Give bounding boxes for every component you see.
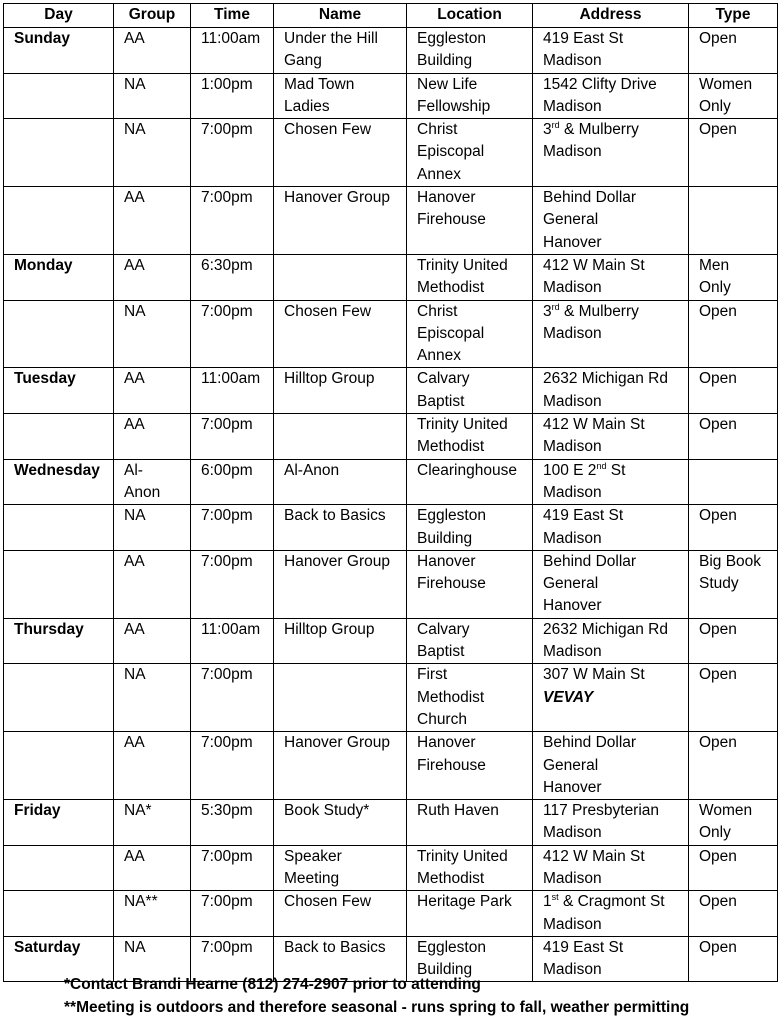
cell-group [114, 845, 191, 891]
cell-group [114, 891, 191, 937]
cell-day [4, 845, 114, 891]
cell-location [407, 845, 533, 891]
cell-type [689, 936, 778, 982]
group-line: NA [124, 75, 146, 93]
location-line: Trinity United [417, 847, 508, 865]
location-line: Heritage Park [417, 893, 512, 911]
cell-group [114, 300, 191, 368]
cell-name [274, 28, 407, 74]
cell-address [533, 550, 689, 618]
cell-time: 7:00pm [191, 550, 274, 618]
table-row [4, 300, 778, 368]
cell-location [407, 664, 533, 732]
cell-name [274, 119, 407, 187]
cell-address [533, 73, 689, 119]
group-line: Anon [124, 483, 161, 501]
cell-time: 6:30pm [191, 254, 274, 300]
name-line: Under the Hill [284, 30, 378, 47]
address-line: 412 W Main St [543, 847, 645, 865]
cell-group [114, 119, 191, 187]
address-line: General [543, 211, 599, 229]
address-line: Madison [543, 438, 602, 456]
cell-time: 6:00pm [191, 459, 274, 505]
cell-type [689, 414, 778, 460]
type-line: Women [699, 75, 753, 93]
address-line: 419 East St [543, 507, 624, 525]
group-line: NA [124, 507, 146, 525]
cell-address [533, 845, 689, 891]
address-line: 419 East St [543, 938, 624, 956]
type-line: Open [699, 734, 737, 752]
header-location: Location [407, 4, 533, 28]
cell-name [274, 891, 407, 937]
group-line: AA [124, 552, 145, 570]
cell-time: 7:00pm [191, 119, 274, 187]
cell-type [689, 300, 778, 368]
cell-name [274, 187, 407, 255]
cell-name [274, 550, 407, 618]
cell-type [689, 618, 778, 664]
cell-address [533, 505, 689, 551]
address-line: Hanover [543, 778, 602, 796]
cell-group [114, 73, 191, 119]
name-line: Ladies [284, 97, 330, 115]
group-line: AA [124, 189, 145, 207]
table-row [4, 368, 778, 414]
location-line: Episcopal [417, 143, 485, 161]
address-line: Madison [543, 279, 602, 297]
name-line: Al-Anon [284, 461, 340, 479]
cell-day [4, 119, 114, 187]
cell-location [407, 300, 533, 368]
cell-day: Wednesday [4, 459, 114, 505]
cell-day: Tuesday [4, 368, 114, 414]
cell-address [533, 891, 689, 937]
location-line: Annex [417, 165, 461, 183]
cell-time: 7:00pm [191, 187, 274, 255]
address-line: 419 East St [543, 30, 624, 47]
type-line: Open [699, 416, 737, 434]
table-row [4, 505, 778, 551]
location-line: Methodist [417, 688, 485, 706]
location-line: Methodist [417, 279, 485, 297]
name-line: Speaker [284, 847, 342, 865]
type-line: Open [699, 847, 737, 865]
cell-location [407, 254, 533, 300]
location-line: Calvary [417, 370, 470, 388]
location-line: Clearinghouse [417, 461, 517, 479]
cell-name [274, 800, 407, 846]
table-row [4, 28, 778, 74]
cell-day [4, 414, 114, 460]
cell-name [274, 368, 407, 414]
location-line: Hanover [417, 189, 476, 207]
address-line: VEVAY [543, 688, 594, 706]
location-line: Church [417, 710, 467, 728]
type-line: Open [699, 938, 737, 956]
cell-address [533, 300, 689, 368]
type-line: Open [699, 370, 737, 388]
cell-group [114, 187, 191, 255]
table-row [4, 891, 778, 937]
group-line: NA [124, 666, 146, 684]
type-line: Women [699, 802, 753, 820]
address-line: Madison [543, 869, 602, 887]
header-day: Day [4, 4, 114, 28]
type-line: Only [699, 279, 731, 297]
group-line: AA [124, 847, 145, 865]
group-line: AA [124, 620, 145, 638]
address-line: Madison [543, 824, 602, 842]
group-line: NA** [124, 893, 158, 911]
cell-address [533, 732, 689, 800]
header-name: Name [274, 4, 407, 28]
cell-day: Monday [4, 254, 114, 300]
cell-group [114, 254, 191, 300]
cell-group [114, 800, 191, 846]
address-line: General [543, 756, 599, 774]
cell-group [114, 505, 191, 551]
cell-time: 11:00am [191, 28, 274, 74]
cell-name [274, 618, 407, 664]
cell-group [114, 550, 191, 618]
cell-time: 7:00pm [191, 414, 274, 460]
group-line: AA [124, 370, 145, 388]
type-line: Big Book [699, 552, 762, 570]
address-line: Madison [543, 961, 602, 979]
table-row [4, 618, 778, 664]
cell-day [4, 300, 114, 368]
cell-type [689, 73, 778, 119]
cell-location [407, 414, 533, 460]
cell-time: 1:00pm [191, 73, 274, 119]
location-line: Methodist [417, 438, 485, 456]
cell-day: Sunday [4, 28, 114, 74]
name-line: Chosen Few [284, 893, 372, 911]
cell-type [689, 368, 778, 414]
address-line: Madison [543, 915, 602, 933]
cell-address [533, 664, 689, 732]
cell-address [533, 800, 689, 846]
address-line: 117 Presbyterian [543, 802, 660, 820]
cell-day: Friday [4, 800, 114, 846]
table-row [4, 73, 778, 119]
address-line: Madison [543, 324, 602, 342]
type-line: Open [699, 666, 737, 684]
cell-name [274, 732, 407, 800]
group-line: NA [124, 302, 146, 320]
header-type: Type [689, 4, 778, 28]
location-line: First [417, 666, 448, 684]
footnote-outdoors: **Meeting is outdoors and therefore seasonal - runs spring to fall, weather permitting [64, 999, 690, 1016]
footnote-contact: *Contact Brandi Hearne (812) 274-2907 prior to attending [64, 976, 481, 993]
name-line: Chosen Few [284, 121, 372, 139]
cell-type [689, 119, 778, 187]
location-line: Baptist [417, 643, 465, 661]
cell-address [533, 187, 689, 255]
cell-type [689, 505, 778, 551]
address-line: Madison [543, 97, 602, 115]
table-row [4, 254, 778, 300]
cell-location [407, 800, 533, 846]
address-line: Behind Dollar [543, 189, 637, 207]
cell-time: 7:00pm [191, 891, 274, 937]
group-line: Al- [124, 461, 143, 479]
cell-type [689, 732, 778, 800]
group-line: AA [124, 30, 145, 47]
cell-time: 11:00am [191, 618, 274, 664]
cell-address [533, 119, 689, 187]
location-line: Methodist [417, 869, 485, 887]
group-line: NA [124, 938, 146, 956]
cell-type [689, 550, 778, 618]
cell-group [114, 618, 191, 664]
cell-type [689, 28, 778, 74]
address-line: 3rd & Mulberry [543, 301, 639, 320]
table-row [4, 459, 778, 505]
cell-name [274, 845, 407, 891]
table-row [4, 119, 778, 187]
location-line: Firehouse [417, 211, 486, 229]
header-group: Group [114, 4, 191, 28]
cell-time: 7:00pm [191, 936, 274, 982]
address-line: Hanover [543, 597, 602, 615]
cell-location [407, 891, 533, 937]
cell-time: 7:00pm [191, 732, 274, 800]
table-row [4, 664, 778, 732]
cell-day [4, 73, 114, 119]
address-line: 1542 Clifty Drive [543, 75, 657, 93]
cell-name [274, 505, 407, 551]
cell-address [533, 368, 689, 414]
name-line: Hilltop Group [284, 620, 375, 638]
name-line: Mad Town [284, 75, 355, 93]
table-row [4, 550, 778, 618]
group-line: NA* [124, 802, 152, 820]
type-line: Open [699, 893, 737, 911]
address-line: 1st & Cragmont St [543, 892, 665, 911]
location-line: Annex [417, 347, 461, 365]
cell-day [4, 187, 114, 255]
table-row [4, 187, 778, 255]
type-line: Open [699, 620, 737, 638]
meeting-schedule-table [3, 3, 778, 982]
name-line: Book Study* [284, 802, 370, 820]
location-line: Building [417, 52, 473, 70]
address-line: Madison [543, 392, 602, 410]
location-line: Christ [417, 121, 458, 139]
address-line: Madison [543, 52, 602, 70]
cell-location [407, 505, 533, 551]
cell-name [274, 459, 407, 505]
cell-group [114, 368, 191, 414]
type-line: Open [699, 121, 737, 139]
cell-type [689, 845, 778, 891]
cell-time: 5:30pm [191, 800, 274, 846]
address-line: Behind Dollar [543, 734, 637, 752]
header-time: Time [191, 4, 274, 28]
cell-day: Thursday [4, 618, 114, 664]
type-line: Open [699, 302, 737, 320]
location-line: Eggleston [417, 507, 486, 525]
name-line: Hanover Group [284, 552, 390, 570]
location-line: Baptist [417, 392, 465, 410]
address-line: Hanover [543, 233, 602, 251]
cell-type [689, 664, 778, 732]
location-line: Ruth Haven [417, 802, 499, 820]
group-line: AA [124, 256, 145, 274]
name-line: Hanover Group [284, 734, 390, 752]
cell-name [274, 414, 407, 460]
address-line: 3rd & Mulberry [543, 120, 639, 139]
cell-group [114, 732, 191, 800]
location-line: Hanover [417, 734, 476, 752]
header-row [4, 4, 778, 28]
cell-address [533, 414, 689, 460]
address-line: Madison [543, 529, 602, 547]
location-line: Eggleston [417, 30, 486, 47]
table-row [4, 845, 778, 891]
type-line: Open [699, 507, 737, 525]
cell-day [4, 664, 114, 732]
schedule-body [4, 28, 778, 982]
location-line: Building [417, 961, 473, 979]
address-line: 2632 Michigan Rd [543, 370, 668, 388]
type-line: Only [699, 97, 731, 115]
cell-day: Saturday [4, 936, 114, 982]
type-line: Open [699, 30, 737, 47]
cell-group [114, 28, 191, 74]
address-line: Madison [543, 143, 602, 161]
location-line: Trinity United [417, 256, 508, 274]
cell-location [407, 732, 533, 800]
cell-address [533, 28, 689, 74]
address-line: 100 E 2nd St [543, 460, 626, 479]
header-address: Address [533, 4, 689, 28]
address-line: General [543, 575, 599, 593]
cell-location [407, 73, 533, 119]
address-line: Behind Dollar [543, 552, 637, 570]
cell-name [274, 254, 407, 300]
type-line: Men [699, 256, 730, 274]
cell-type [689, 187, 778, 255]
location-line: Episcopal [417, 324, 485, 342]
group-line: AA [124, 416, 145, 434]
table-row [4, 800, 778, 846]
group-line: AA [124, 734, 145, 752]
location-line: Eggleston [417, 938, 486, 956]
location-line: Calvary [417, 620, 470, 638]
cell-group [114, 459, 191, 505]
cell-time: 7:00pm [191, 845, 274, 891]
name-line: Meeting [284, 869, 340, 887]
table-row [4, 414, 778, 460]
address-line: 2632 Michigan Rd [543, 620, 668, 638]
cell-name [274, 73, 407, 119]
cell-type [689, 800, 778, 846]
cell-location [407, 187, 533, 255]
cell-address [533, 459, 689, 505]
table-row [4, 732, 778, 800]
cell-time: 7:00pm [191, 664, 274, 732]
cell-name [274, 300, 407, 368]
name-line: Gang [284, 52, 322, 70]
cell-location [407, 618, 533, 664]
name-line: Hilltop Group [284, 370, 375, 388]
cell-group [114, 414, 191, 460]
cell-time: 7:00pm [191, 300, 274, 368]
location-line: Firehouse [417, 575, 486, 593]
cell-address [533, 254, 689, 300]
cell-day [4, 505, 114, 551]
address-line: Madison [543, 643, 602, 661]
group-line: NA [124, 121, 146, 139]
location-line: Hanover [417, 552, 476, 570]
location-line: New Life [417, 75, 478, 93]
cell-time: 7:00pm [191, 505, 274, 551]
cell-location [407, 550, 533, 618]
name-line: Chosen Few [284, 302, 372, 320]
cell-time: 11:00am [191, 368, 274, 414]
name-line: Back to Basics [284, 507, 386, 525]
cell-address [533, 936, 689, 982]
address-line: Madison [543, 483, 602, 501]
cell-location [407, 459, 533, 505]
cell-day [4, 891, 114, 937]
type-line: Study [699, 575, 739, 593]
cell-name [274, 664, 407, 732]
address-line: 307 W Main St [543, 666, 645, 684]
name-line: Back to Basics [284, 938, 386, 956]
cell-location [407, 28, 533, 74]
location-line: Trinity United [417, 416, 508, 434]
name-line: Hanover Group [284, 189, 390, 207]
cell-address [533, 618, 689, 664]
location-line: Firehouse [417, 756, 486, 774]
cell-day [4, 732, 114, 800]
cell-day [4, 550, 114, 618]
cell-type [689, 891, 778, 937]
cell-group [114, 664, 191, 732]
cell-type [689, 254, 778, 300]
type-line: Only [699, 824, 731, 842]
location-line: Fellowship [417, 97, 491, 115]
address-line: 412 W Main St [543, 256, 645, 274]
cell-location [407, 119, 533, 187]
location-line: Building [417, 529, 473, 547]
address-line: 412 W Main St [543, 416, 645, 434]
location-line: Christ [417, 302, 458, 320]
cell-type [689, 459, 778, 505]
cell-location [407, 368, 533, 414]
